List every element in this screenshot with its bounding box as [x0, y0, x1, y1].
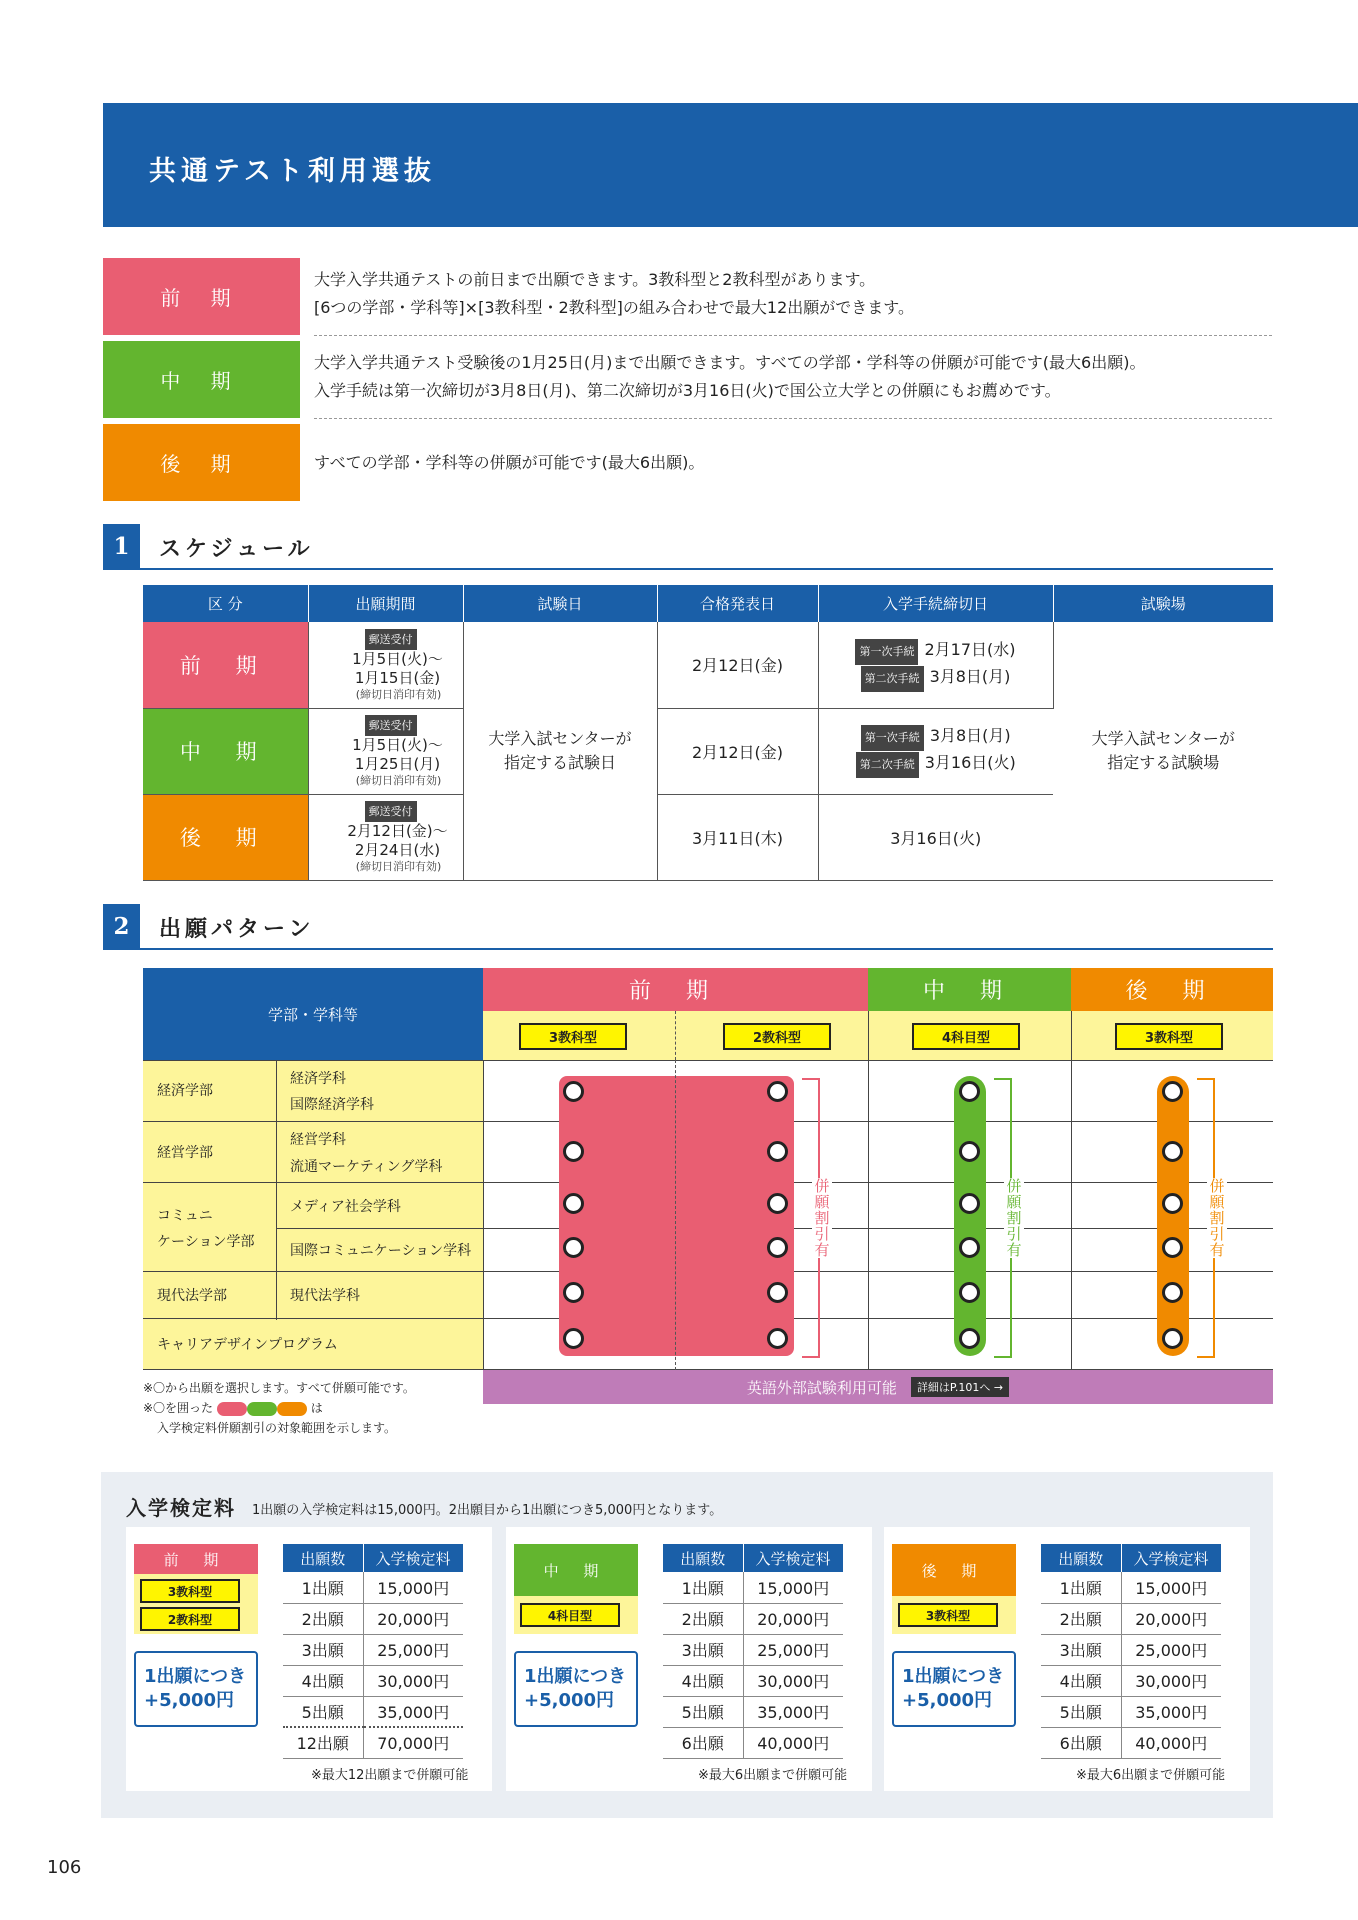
section-title: 出願パターン [159, 917, 315, 942]
count: 2出願 [663, 1603, 743, 1634]
table-row [283, 1696, 463, 1727]
apply-period [308, 622, 463, 708]
faculty-header: 学部・学科等 [143, 968, 483, 1060]
col-header: 入学手続締切日 [818, 585, 1053, 622]
table-row [283, 1572, 463, 1603]
deadline-note: (締切日消印有効) [355, 687, 442, 701]
period-start: 1月5日(火)〜 [352, 649, 443, 668]
option-circle [563, 1141, 584, 1162]
fee-card-late [884, 1527, 1250, 1791]
term-desc-line: [6つの学部・学科等]×[3教科型・2教科型]の組み合わせで最大12出願ができます。 [314, 298, 914, 317]
faculty-name: 経営学部 [157, 1145, 213, 1161]
term-label-early: 前 期 [103, 258, 300, 335]
count: 4出願 [1041, 1665, 1121, 1696]
option-circle [563, 1328, 584, 1349]
col-header: 入学検定料 [743, 1544, 843, 1572]
fee: 70,000円 [363, 1727, 463, 1758]
exam-day: 大学入試センターが 指定する試験日 [463, 622, 657, 880]
count: 4出願 [663, 1665, 743, 1696]
fee: 20,000円 [743, 1603, 843, 1634]
fee-card-middle [506, 1527, 872, 1791]
type-row [483, 1011, 1273, 1060]
section-schedule-heading [103, 524, 1273, 570]
type-tag: 3教科型 [140, 1579, 240, 1603]
faculty-name: 現代法学部 [157, 1288, 227, 1304]
term-desc-late [314, 449, 704, 477]
option-circle [959, 1328, 980, 1349]
fee: 35,000円 [1121, 1696, 1221, 1727]
fee-table [1041, 1544, 1222, 1759]
term-desc-line: 大学入学共通テスト受験後の1月25日(月)まで出願できます。すべての学部・学科等の併願が可能です(最大6出願)。 [314, 353, 1146, 372]
period-end: 1月25日(月) [354, 755, 441, 773]
char: 割 [1006, 1209, 1022, 1227]
bubble-line: +5,000円 [144, 1690, 235, 1711]
fee: 25,000円 [363, 1634, 463, 1665]
divider [1071, 1011, 1072, 1370]
col-header: 出願数 [283, 1544, 363, 1572]
fee-note: ※最大6出願まで併願可能 [698, 1768, 848, 1783]
divider [276, 1060, 277, 1320]
option-circle [563, 1193, 584, 1214]
bubble-line: 1出願につき [902, 1666, 1005, 1687]
count: 2出願 [283, 1603, 363, 1634]
dept-name: メディア社会学科 [290, 1199, 401, 1215]
bubble-line: +5,000円 [524, 1690, 615, 1711]
announce-date: 2月12日(金) [657, 622, 818, 708]
fee: 15,000円 [1121, 1572, 1221, 1603]
count: 6出願 [1041, 1727, 1121, 1758]
count: 1出願 [663, 1572, 743, 1603]
option-circle [959, 1237, 980, 1258]
divider [143, 1060, 1273, 1061]
term-label-late: 後 期 [103, 424, 300, 501]
fee-term: 後 期 [892, 1544, 1016, 1596]
table-row [283, 1665, 463, 1696]
option-circle [1162, 1237, 1183, 1258]
count: 3出願 [663, 1634, 743, 1665]
dept-name: 流通マーケティング学科 [290, 1159, 443, 1175]
char: 有 [1006, 1241, 1022, 1259]
count: 1出願 [1041, 1572, 1121, 1603]
col-header: 試験場 [1053, 585, 1273, 622]
option-circle [563, 1081, 584, 1102]
proc-tag: 第一次手続 [861, 725, 924, 751]
char: 有 [1209, 1241, 1225, 1259]
period-end: 2月24日(水) [354, 841, 441, 859]
type-tag: 4科目型 [520, 1603, 620, 1627]
proc-second [819, 751, 1054, 778]
table-row [1041, 1665, 1221, 1696]
count: 5出願 [283, 1696, 363, 1727]
proc-first [819, 724, 1054, 751]
term-label-middle: 中 期 [103, 341, 300, 418]
count: 4出願 [283, 1665, 363, 1696]
table-row [663, 1572, 843, 1603]
page-title-bar [103, 103, 1358, 227]
char: 併 [814, 1177, 830, 1195]
term-cell: 後 期 [143, 794, 308, 880]
option-circle [767, 1193, 788, 1214]
pattern-term-early: 前 期 [483, 968, 868, 1011]
mail-tag: 郵送受付 [365, 801, 417, 822]
fee: 40,000円 [1121, 1727, 1221, 1758]
table-row [1041, 1634, 1221, 1665]
english-exam-label: 英語外部試験利用可能 [746, 1378, 897, 1397]
count: 12出願 [283, 1727, 363, 1758]
char: 願 [1006, 1193, 1022, 1211]
divider [868, 1011, 869, 1370]
period-start: 2月12日(金)〜 [347, 822, 448, 840]
term-cell: 中 期 [143, 708, 308, 794]
group-late [1157, 1076, 1189, 1356]
term-desc-line: 大学入学共通テストの前日まで出願できます。3教科型と2教科型があります。 [314, 270, 876, 289]
fee: 20,000円 [363, 1603, 463, 1634]
fee-table [663, 1544, 844, 1759]
fee: 35,000円 [743, 1696, 843, 1727]
fee: 25,000円 [1121, 1634, 1221, 1665]
count: 6出願 [663, 1727, 743, 1758]
fee-card-early [126, 1527, 492, 1791]
count: 5出願 [1041, 1696, 1121, 1727]
heigan-label-middle [1004, 1178, 1024, 1258]
char: 有 [814, 1241, 830, 1259]
divider [483, 1060, 484, 1370]
fee: 40,000円 [743, 1727, 843, 1758]
option-circle [1162, 1193, 1183, 1214]
announce-date: 2月12日(金) [657, 708, 818, 794]
char: 引 [814, 1225, 830, 1243]
group-early [559, 1076, 794, 1356]
pattern-term-late: 後 期 [1071, 968, 1273, 1011]
option-circle [767, 1141, 788, 1162]
count: 1出願 [283, 1572, 363, 1603]
note-line [143, 1398, 415, 1418]
divider [314, 418, 1272, 419]
dept-name: 現代法学科 [290, 1288, 360, 1304]
char: 割 [814, 1209, 830, 1227]
fee: 30,000円 [743, 1665, 843, 1696]
procedure-deadline [818, 708, 1053, 794]
dept-name: 国際コミュニケーション学科 [290, 1243, 472, 1259]
bubble-line: 1出願につき [524, 1666, 627, 1687]
option-circle [959, 1282, 980, 1303]
table-row [663, 1696, 843, 1727]
option-circle [1162, 1081, 1183, 1102]
increment-bubble [892, 1651, 1016, 1727]
section-pattern-heading [103, 904, 1273, 950]
fee: 30,000円 [363, 1665, 463, 1696]
col-header: 出願期間 [308, 585, 463, 622]
proc-tag: 第二次手続 [861, 666, 924, 692]
char: 併 [1006, 1177, 1022, 1195]
fee-table [283, 1544, 464, 1759]
pill-orange [277, 1402, 307, 1416]
exam-site: 大学入試センターが 指定する試験場 [1053, 622, 1273, 880]
fee-title: 入学検定料 [126, 1496, 236, 1520]
table-row [663, 1603, 843, 1634]
fee: 30,000円 [1121, 1665, 1221, 1696]
char: 願 [1209, 1193, 1225, 1211]
char: 併 [1209, 1177, 1225, 1195]
term-cell: 前 期 [143, 622, 308, 708]
divider [675, 1011, 676, 1060]
table-row [1041, 1727, 1221, 1758]
option-circle [959, 1081, 980, 1102]
apply-period [308, 794, 463, 880]
deadline-note: (締切日消印有効) [355, 860, 442, 873]
col-header: 区 分 [143, 585, 308, 622]
count: 3出願 [283, 1634, 363, 1665]
increment-bubble [514, 1651, 638, 1727]
proc-date: 2月17日(水) [924, 639, 1016, 659]
section-number: 2 [103, 904, 140, 948]
col-header: 出願数 [663, 1544, 743, 1572]
option-circle [959, 1193, 980, 1214]
term-desc-early [314, 266, 914, 322]
table-row [1041, 1603, 1221, 1634]
proc-tag: 第二次手続 [856, 752, 919, 778]
term-desc-line: すべての学部・学科等の併願が可能です(最大6出願)。 [314, 453, 705, 472]
table-row [663, 1665, 843, 1696]
col-header: 入学検定料 [363, 1544, 463, 1572]
table-row [663, 1727, 843, 1758]
note-line: ※〇から出願を選択します。すべて併願可能です。 [143, 1381, 415, 1395]
detail-link[interactable]: 詳細はP.101へ → [911, 1377, 1009, 1397]
proc-date: 3月8日(月) [929, 726, 1011, 745]
type-tag: 2教科型 [723, 1023, 831, 1050]
option-circle [1162, 1282, 1183, 1303]
char: 割 [1209, 1209, 1225, 1227]
proc-second [819, 665, 1053, 692]
page-number: 106 [47, 1857, 82, 1878]
col-header: 出願数 [1041, 1544, 1121, 1572]
option-circle [1162, 1328, 1183, 1349]
table-row [283, 1727, 463, 1758]
fee-term: 中 期 [514, 1544, 638, 1596]
option-circle [1162, 1141, 1183, 1162]
count: 3出願 [1041, 1634, 1121, 1665]
option-circle [767, 1282, 788, 1303]
faculty-name: キャリアデザインプログラム [157, 1337, 338, 1353]
option-circle [563, 1282, 584, 1303]
option-circle [767, 1081, 788, 1102]
proc-date: 3月8日(月) [929, 666, 1011, 686]
increment-bubble [134, 1651, 258, 1727]
proc-date: 3月16日(火) [924, 753, 1016, 772]
period-start: 1月5日(火)〜 [352, 736, 443, 754]
option-circle [959, 1141, 980, 1162]
divider [675, 1060, 676, 1370]
count: 2出願 [1041, 1603, 1121, 1634]
fee: 20,000円 [1121, 1603, 1221, 1634]
dept-name: 経営学科 [290, 1132, 346, 1148]
type-tag: 2教科型 [140, 1607, 240, 1631]
english-exam-bar [483, 1370, 1273, 1404]
dept-name: 経済学科 [290, 1071, 346, 1087]
section-title: スケジュール [159, 537, 314, 562]
pattern-notes [143, 1378, 415, 1438]
term-desc-middle [314, 349, 1145, 405]
option-circle [767, 1328, 788, 1349]
fee-note: ※最大6出願まで併願可能 [1076, 1768, 1226, 1783]
note-text: は [310, 1401, 323, 1415]
dept-name: 国際経済学科 [290, 1097, 374, 1113]
procedure-deadline [818, 622, 1053, 708]
table-row [143, 622, 1273, 708]
proc-first [819, 638, 1053, 665]
type-tag: 3教科型 [519, 1023, 627, 1050]
heigan-label-early [812, 1178, 832, 1258]
divider [314, 335, 1272, 336]
schedule-header-row [143, 585, 1273, 622]
deadline-note: (締切日消印有効) [355, 774, 442, 787]
type-tag: 4科目型 [912, 1023, 1020, 1050]
bubble-line: +5,000円 [902, 1690, 993, 1711]
fee: 25,000円 [743, 1634, 843, 1665]
type-tag: 3教科型 [898, 1603, 998, 1627]
table-row [1041, 1572, 1221, 1603]
fee-note: ※最大12出願まで併願可能 [311, 1768, 469, 1783]
fee-term: 前 期 [134, 1544, 258, 1574]
char: 引 [1006, 1225, 1022, 1243]
note-text: ※〇を囲った [143, 1401, 214, 1415]
count: 5出願 [663, 1696, 743, 1727]
type-tag: 3教科型 [1115, 1023, 1223, 1050]
faculty-name: 経済学部 [157, 1083, 213, 1099]
col-header: 試験日 [463, 585, 657, 622]
mail-tag: 郵送受付 [365, 629, 417, 650]
fee-subtitle: 1出願の入学検定料は15,000円。2出願目から1出願につき5,000円となります。 [252, 1503, 723, 1518]
table-row [1041, 1696, 1221, 1727]
table-row [283, 1634, 463, 1665]
pill-green [247, 1402, 277, 1416]
pattern-term-middle: 中 期 [868, 968, 1071, 1011]
schedule-table [143, 585, 1273, 881]
faculty-name: コミュニ ケーション学部 [157, 1208, 255, 1250]
pill-pink [217, 1402, 247, 1416]
heigan-label-late [1207, 1178, 1227, 1258]
col-header: 合格発表日 [657, 585, 818, 622]
mail-tag: 郵送受付 [365, 715, 417, 736]
term-desc-line: 入学手続は第一次締切が3月8日(月)、第二次締切が3月16日(火)で国公立大学との併願にもお薦めです。 [314, 381, 1061, 400]
proc-tag: 第一次手続 [855, 639, 918, 665]
apply-period [308, 708, 463, 794]
fee: 15,000円 [363, 1572, 463, 1603]
col-header: 入学検定料 [1121, 1544, 1221, 1572]
char: 願 [814, 1193, 830, 1211]
group-middle [954, 1076, 986, 1356]
fee: 15,000円 [743, 1572, 843, 1603]
note-line: 入学検定料併願割引の対象範囲を示します。 [157, 1421, 397, 1435]
char: 引 [1209, 1225, 1225, 1243]
option-circle [563, 1237, 584, 1258]
period-end: 1月15日(金) [354, 668, 441, 687]
section-number: 1 [103, 524, 140, 568]
option-circle [767, 1237, 788, 1258]
fee: 35,000円 [363, 1696, 463, 1727]
page-title: 共通テスト利用選抜 [149, 156, 436, 187]
table-row [283, 1603, 463, 1634]
procedure-deadline: 3月16日(火) [818, 794, 1053, 880]
bubble-line: 1出願につき [144, 1666, 247, 1687]
table-row [663, 1634, 843, 1665]
announce-date: 3月11日(木) [657, 794, 818, 880]
